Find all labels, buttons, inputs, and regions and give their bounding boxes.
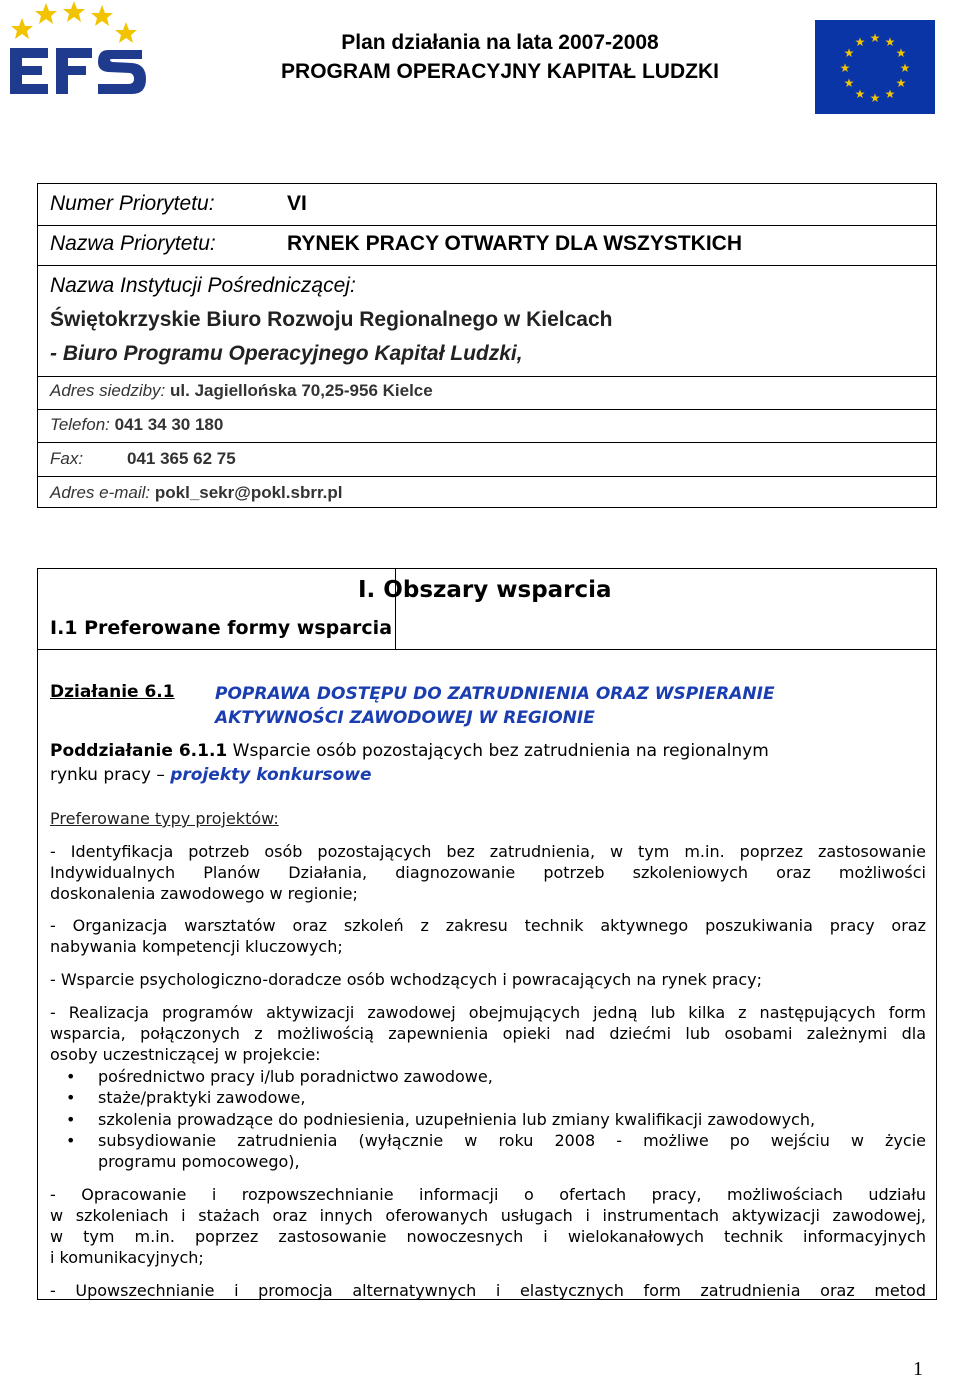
fax-row — [50, 449, 236, 469]
paragraph-psychological-support: - Wsparcie psychologiczno-doradcze osób wchodzących i powracających na rynek pracy; — [50, 970, 763, 989]
priority-name-label: Nazwa Priorytetu: — [50, 232, 216, 255]
document-title: Plan działania na lata 2007-2008 — [341, 31, 659, 54]
priority-number-value: VI — [287, 192, 307, 215]
svg-text:★: ★ — [899, 61, 911, 75]
bullet-icon: • — [66, 1067, 76, 1086]
email-label: Adres e-mail: — [50, 483, 151, 502]
action-title — [215, 682, 775, 730]
list-item: • szkolenia prowadzące do podniesienia, uzupełnienia lub zmiany kwalifikacji zawodowych, — [66, 1110, 816, 1129]
svg-text:★: ★ — [843, 76, 855, 90]
phone-label: Telefon: — [50, 415, 110, 434]
efs-stars — [11, 1, 137, 43]
priority-name-row — [50, 232, 743, 256]
page-number: 1 — [913, 1358, 923, 1380]
action-label: Działanie 6.1 — [50, 682, 175, 702]
subaction-emphasis: projekty konkursowe — [170, 765, 372, 785]
support-areas-heading: I. Obszary wsparcia — [358, 577, 612, 603]
action-title-line2: AKTYWNOŚCI ZAWODOWEJ W REGIONIE — [215, 708, 595, 728]
preferred-forms-heading: I.1 Preferowane formy wsparcia — [50, 617, 393, 639]
priority-number-row — [50, 192, 307, 216]
bullet-icon: • — [66, 1088, 76, 1107]
phone-row — [50, 415, 223, 435]
email-value: pokl_sekr@pokl.sbrr.pl — [154, 483, 343, 502]
svg-text:★: ★ — [869, 91, 881, 105]
svg-text:★: ★ — [869, 31, 881, 45]
address-value: ul. Jagiellońska 70,25-956 Kielce — [170, 381, 433, 400]
priority-number-label: Numer Priorytetu: — [50, 192, 215, 215]
action-title-line1: POPRAWA DOSTĘPU DO ZATRUDNIENIA ORAZ WSPIERANIE — [215, 684, 775, 704]
paragraph-promotion: - Upowszechnianie i promocja alternatywnych i elastycznych form zatrudnienia oraz metod — [50, 1281, 926, 1300]
svg-text:★: ★ — [895, 76, 907, 90]
preferred-types-label: Preferowane typy projektów: — [50, 809, 279, 828]
address-row — [50, 381, 433, 401]
institution-name: Świętokrzyskie Biuro Rozwoju Regionalnego w Kielcach — [50, 308, 613, 331]
list-item: • pośrednictwo pracy i/lub poradnictwo zawodowe, — [66, 1067, 493, 1086]
subaction-label: Poddziałanie 6.1.1 — [50, 741, 228, 761]
list-item: • staże/praktyki zawodowe, — [66, 1088, 306, 1107]
svg-text:★: ★ — [854, 87, 866, 101]
paragraph-identification: - Identyfikacja potrzeb osób pozostających bez zatrudnienia, w tym m.in. poprzez zastosowanie Indywidualnych Planów Działania, diagnozowanie potrzeb szkoleniowych oraz możliwości doskonalenia zawodowego w regionie; — [50, 842, 926, 903]
content-box — [37, 650, 937, 1300]
efs-logo — [2, 0, 152, 100]
svg-text:★: ★ — [839, 61, 851, 75]
priority-name-value: RYNEK PRACY OTWARTY DLA WSZYSTKICH — [287, 232, 743, 255]
subaction-text-line1: Wsparcie osób pozostających bez zatrudnienia na regionalnym — [232, 741, 769, 761]
bullet-icon: • — [66, 1110, 76, 1129]
address-label: Adres siedziby: — [50, 381, 166, 400]
svg-text:★: ★ — [843, 46, 855, 60]
svg-text:★: ★ — [884, 35, 896, 49]
subaction — [50, 739, 926, 787]
paragraph-activation-programs: - Realizacja programów aktywizacji zawodowej obejmujących jedną lub kilka z następujących form wsparcia, połączonych z możliwością zapewnienia opieki nad dziećmi lub osobami zależnymi dla osoby uczestniczącej w projekcie: — [50, 1003, 926, 1064]
institution-label: Nazwa Instytucji Pośredniczącej: — [50, 274, 356, 297]
phone-value: 041 34 30 180 — [114, 415, 224, 434]
efs-letters — [10, 48, 146, 94]
svg-text:★: ★ — [854, 35, 866, 49]
paragraph-workshops: - Organizacja warsztatów oraz szkoleń z zakresu technik aktywnego poszukiwania pracy oraz nabywania kompetencji kluczowych; — [50, 916, 926, 956]
bullet-icon: • — [66, 1131, 76, 1150]
list-item: • subsydiowanie zatrudnienia (wyłącznie w roku 2008 - możliwe po wejściu w życie programu pomocowego), — [66, 1131, 926, 1171]
efs-logo-graphic — [2, 0, 152, 100]
priority-info-box — [37, 183, 937, 508]
eu-flag-graphic — [815, 20, 935, 114]
eu-flag — [815, 20, 935, 114]
svg-text:★: ★ — [895, 46, 907, 60]
program-title: PROGRAM OPERACYJNY KAPITAŁ LUDZKI — [281, 60, 719, 83]
svg-text:★: ★ — [884, 87, 896, 101]
institution-subname: - Biuro Programu Operacyjnego Kapitał Ludzki, — [50, 342, 523, 365]
paragraph-information: - Opracowanie i rozpowszechnianie informacji o ofertach pracy, możliwościach udziału w szkoleniach i stażach oraz innych oferowanych usługach i instrumentach aktywizacji zawodowej, w tym m.in. poprzez zastosowanie nowoczesnych i wielokanałowych technik informacyjnych i komunikacyjnych; — [50, 1185, 926, 1267]
email-row — [50, 483, 342, 503]
subaction-text-line2a: rynku pracy – — [50, 765, 171, 785]
fax-label: Fax: — [50, 449, 84, 468]
fax-value: 041 365 62 75 — [127, 449, 236, 468]
section-header-box — [37, 568, 937, 650]
